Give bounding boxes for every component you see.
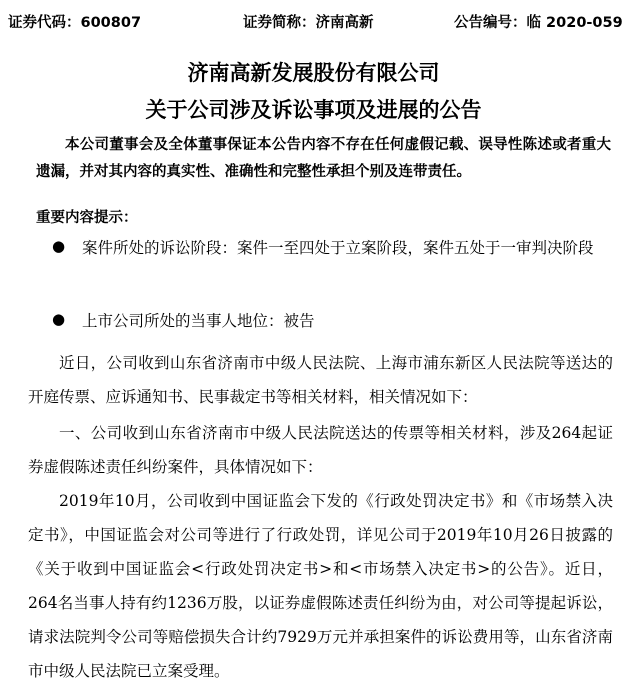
securities-short-name: 证券简称：济南高新 xyxy=(243,15,374,31)
announcement-number: 公告编号：临 2020-059 xyxy=(454,15,623,31)
highlights-heading: 重要内容提示： xyxy=(36,210,138,226)
bullet-icon: ● xyxy=(52,237,66,255)
securities-code: 证券代码：600807 xyxy=(8,15,142,31)
body-paragraph: 近日，公司收到山东省济南市中级人民法院、上海市浦东新区人民法院等送达的开庭传票、应诉通知书、民事裁定书等相关材料，相关情况如下： xyxy=(28,354,613,406)
highlight-item-party-status: 上市公司所处的当事人地位：被告 xyxy=(82,312,315,330)
announcement-title: 关于公司涉及诉讼事项及进展的公告 xyxy=(145,98,482,122)
highlight-item-litigation-stage: 案件所处的诉讼阶段：案件一至四处于立案阶段，案件五处于一审判决阶段 xyxy=(82,239,594,257)
body-paragraph: 一、公司收到山东省济南市中级人民法院送达的传票等相关材料，涉及264起证券虚假陈述责任纠纷案件，具体情况如下： xyxy=(28,424,613,476)
bullet-icon: ● xyxy=(52,310,66,328)
board-disclaimer: 本公司董事会及全体董事保证本公告内容不存在任何虚假记载、误导性陈述或者重大遗漏，并对其内容的真实性、准确性和完整性承担个别及连带责任。 xyxy=(36,137,611,180)
body-paragraph: 2019年10月，公司收到中国证监会下发的《行政处罚决定书》和《市场禁入决定书》，中国证监会对公司等进行了行政处罚，详见公司于2019年10月26日披露的《关于收到中国证监会<行政处罚决定书>和<市场禁入决定书>的公告》。近日，264名当事人持有约1236万股，以证券虚假陈述责任纠纷为由，对公司等提起诉讼，请求法院判令公司等赔偿损失合计约7929万元并承担案件的诉讼费用等，山东省济南市中级人民法院已立案受理。 xyxy=(28,492,613,680)
document-header xyxy=(0,0,627,40)
company-name-title: 济南高新发展股份有限公司 xyxy=(187,61,440,85)
